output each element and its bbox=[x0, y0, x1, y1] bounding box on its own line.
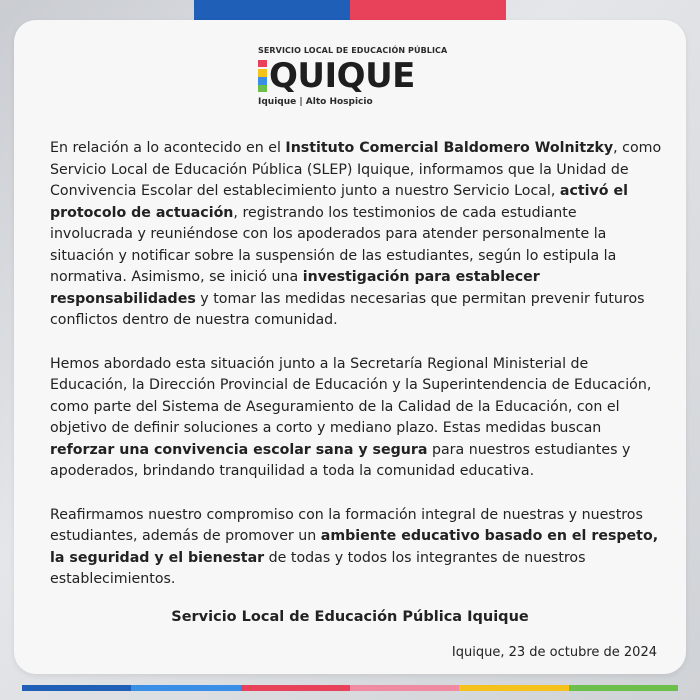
top-bar-segment-red bbox=[350, 0, 506, 20]
bottom-bar-segment bbox=[22, 685, 131, 691]
slep-iquique-logo bbox=[258, 42, 458, 112]
bottom-bar-segment bbox=[569, 685, 678, 691]
bottom-bar-segment bbox=[241, 685, 350, 691]
bottom-color-bar bbox=[22, 685, 678, 691]
bottom-bar-segment bbox=[131, 685, 240, 691]
signature: Servicio Local de Educación Pública Iquique bbox=[171, 609, 529, 625]
text-run: Reafirmamos nuestro compromiso con la formación integral de nuestras y nuestros estudiantes, además de promover un bbox=[50, 506, 643, 544]
text-run: de todas y todos los integrantes de nuestros establecimientos. bbox=[50, 549, 586, 587]
text-run: , como Servicio Local de Educación Pública (SLEP) Iquique, informamos que la Unidad de Convivencia Escolar del establecimiento junto a nuestro Servicio Local, bbox=[50, 140, 662, 199]
bold-text: investigación para establecer responsabilidades bbox=[50, 269, 540, 307]
bold-text: reforzar una convivencia escolar sana y segura bbox=[50, 441, 428, 458]
text-run: para nuestros estudiantes y apoderados, brindando tranquilidad a toda la comunidad educativa. bbox=[50, 441, 631, 479]
top-bar-segment-blue bbox=[194, 0, 350, 20]
logo-wordmark-text: QUIQUE bbox=[269, 56, 415, 96]
text-run: Hemos abordado esta situación junto a la Secretaría Regional Ministerial de Educación, la Dirección Provincial de Educación y la Superintendencia de Educación, como parte del Sistema de Aseguramiento de la Calidad de la Educación, con el objetivo de definir soluciones a corto y mediano plazo. Estas medidas buscan bbox=[50, 355, 652, 436]
bold-text: ambiente educativo basado en el respeto, la seguridad y el bienestar bbox=[50, 528, 659, 566]
bold-text: Instituto Comercial Baldomero Wolnitzky bbox=[285, 140, 614, 156]
logo-wordmark bbox=[258, 57, 415, 97]
top-color-bar bbox=[194, 0, 506, 20]
logo-supertitle: SERVICIO LOCAL DE EDUCACIÓN PÚBLICA bbox=[258, 46, 448, 55]
logo-subtitle: Iquique | Alto Hospicio bbox=[258, 97, 373, 107]
paragraph bbox=[50, 505, 662, 591]
bottom-bar-segment bbox=[350, 685, 459, 691]
bottom-bar-segment bbox=[459, 685, 568, 691]
statement-body bbox=[50, 138, 662, 613]
text-run: , registrando los testimonios de cada estudiante involucrada y reuniéndose con los apoderados para atender personalmente la situación y notificar sobre la suspensión de las estudiantes, según lo estipula la normativa. Asimismo, se inició una bbox=[50, 204, 617, 285]
paragraph bbox=[50, 138, 662, 332]
text-run: y tomar las medidas necesarias que permitan prevenir futuros conflictos dentro de nuestra comunidad. bbox=[50, 290, 645, 328]
paragraph bbox=[50, 354, 662, 483]
date: Iquique, 23 de octubre de 2024 bbox=[451, 645, 657, 660]
logo-i-mark-icon bbox=[258, 60, 267, 92]
bold-text: activó el protocolo de actuación bbox=[50, 183, 628, 221]
text-run: En relación a lo acontecido en el bbox=[50, 140, 286, 156]
